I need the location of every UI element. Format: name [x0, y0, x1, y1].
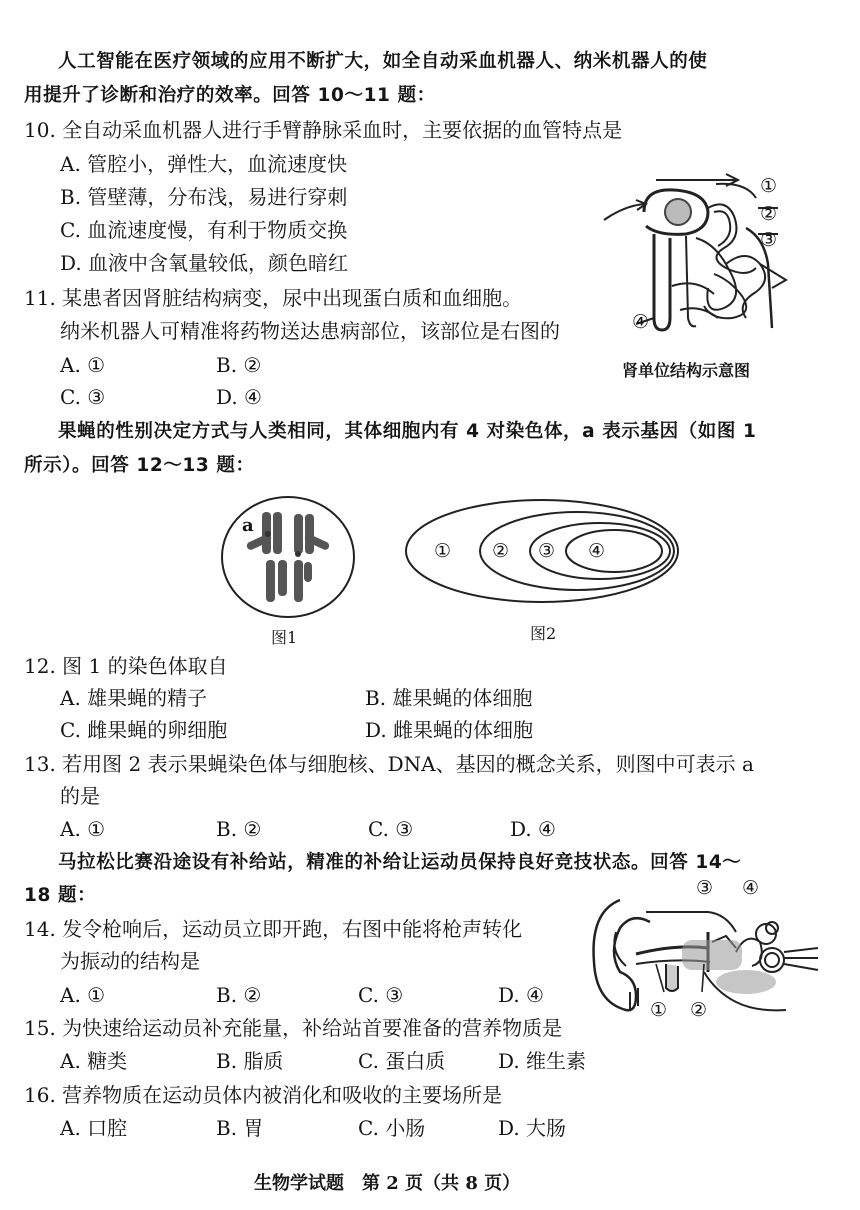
concept-label-1: ① [434, 540, 452, 562]
question-13-option-d[interactable]: D. ④ [510, 817, 556, 841]
question-10-option-d[interactable]: D. 血液中含氧量较低，颜色暗红 [60, 251, 349, 275]
question-13-stem-cont: 的是 [60, 784, 100, 808]
question-13-option-c[interactable]: C. ③ [368, 817, 414, 841]
intro-passage-line: 18 题： [24, 885, 97, 906]
figure-2-caption: 图2 [530, 624, 557, 643]
question-14-option-d[interactable]: D. ④ [498, 983, 544, 1007]
question-12-stem: 12. 图 1 的染色体取自 [24, 654, 228, 678]
gene-a-label: a [242, 515, 254, 536]
question-14-option-a[interactable]: A. ① [60, 983, 106, 1007]
concept-label-2: ② [492, 540, 510, 562]
question-10-option-b[interactable]: B. 管壁薄，分布浅，易进行穿刺 [60, 185, 348, 209]
intro-passage-line: 人工智能在医疗领域的应用不断扩大，如全自动采血机器人、纳米机器人的使 [58, 51, 708, 72]
question-14-stem-cont: 为振动的结构是 [60, 949, 200, 973]
intro-passage-line: 用提升了诊断和治疗的效率。回答 10～11 题： [24, 85, 436, 106]
question-15-option-c[interactable]: C. 蛋白质 [358, 1049, 446, 1073]
question-15-option-a[interactable]: A. 糖类 [60, 1049, 128, 1073]
question-16-option-c[interactable]: C. 小肠 [358, 1116, 426, 1140]
ear-label-1: ① [650, 999, 668, 1021]
question-11-stem-cont: 纳米机器人可精准将药物送达患病部位，该部位是右图的 [60, 319, 560, 343]
concept-label-3: ③ [538, 540, 556, 562]
question-14-stem: 14. 发令枪响后，运动员立即开跑，右图中能将枪声转化 [24, 917, 523, 941]
question-10-option-a[interactable]: A. 管腔小，弹性大，血流速度快 [60, 152, 348, 176]
question-15-option-d[interactable]: D. 维生素 [498, 1049, 587, 1073]
question-11-option-c[interactable]: C. ③ [60, 385, 106, 409]
question-12-option-d[interactable]: D. 雌果蝇的体细胞 [365, 718, 534, 742]
concept-label-4: ④ [588, 540, 606, 562]
question-12-option-a[interactable]: A. 雄果蝇的精子 [60, 686, 208, 710]
ear-label-3: ③ [696, 877, 714, 899]
intro-passage-line: 所示）。回答 12～13 题： [24, 455, 255, 476]
question-13-stem: 13. 若用图 2 表示果蝇染色体与细胞核、DNA、基因的概念关系，则图中可表示 a [24, 752, 754, 776]
question-15-stem: 15. 为快速给运动员补充能量，补给站首要准备的营养物质是 [24, 1016, 563, 1040]
question-11-option-a[interactable]: A. ① [60, 353, 106, 377]
page-footer: 生物学试题 第 2 页（共 8 页） [254, 1173, 521, 1194]
question-11-stem: 11. 某患者因肾脏结构病变，尿中出现蛋白质和血细胞。 [24, 286, 523, 310]
kidney-label-4: ④ [632, 311, 650, 333]
question-16-option-a[interactable]: A. 口腔 [60, 1116, 128, 1140]
question-14-option-b[interactable]: B. ② [216, 983, 262, 1007]
question-14-option-c[interactable]: C. ③ [358, 983, 404, 1007]
chromosome-figure [218, 494, 358, 620]
question-16-stem: 16. 营养物质在运动员体内被消化和吸收的主要场所是 [24, 1083, 503, 1107]
question-10-stem: 10. 全自动采血机器人进行手臂静脉采血时，主要依据的血管特点是 [24, 118, 623, 142]
question-16-option-d[interactable]: D. 大肠 [498, 1116, 567, 1140]
question-12-option-b[interactable]: B. 雄果蝇的体细胞 [365, 686, 533, 710]
question-13-option-b[interactable]: B. ② [216, 817, 262, 841]
ear-label-2: ② [690, 999, 708, 1021]
kidney-label-2: ② [760, 203, 778, 225]
question-11-option-b[interactable]: B. ② [216, 353, 262, 377]
kidney-label-3: ③ [760, 229, 778, 251]
kidney-label-1: ① [760, 175, 778, 197]
question-12-option-c[interactable]: C. 雌果蝇的卵细胞 [60, 718, 228, 742]
intro-passage-line: 马拉松比赛沿途设有补给站，精准的补给让运动员保持良好竞技状态。回答 14～ [58, 852, 742, 873]
nephron-diagram [596, 168, 811, 353]
question-13-option-a[interactable]: A. ① [60, 817, 106, 841]
figure-1-caption: 图1 [271, 628, 298, 647]
question-16-option-b[interactable]: B. 胃 [216, 1116, 264, 1140]
question-10-option-c[interactable]: C. 血流速度慢，有利于物质交换 [60, 218, 348, 242]
question-11-option-d[interactable]: D. ④ [216, 385, 262, 409]
intro-passage-line: 果蝇的性别决定方式与人类相同，其体细胞内有 4 对染色体，a 表示基因（如图 1 [58, 421, 757, 442]
question-15-option-b[interactable]: B. 脂质 [216, 1049, 284, 1073]
ear-label-4: ④ [742, 877, 760, 899]
kidney-figure-caption: 肾单位结构示意图 [622, 361, 751, 380]
